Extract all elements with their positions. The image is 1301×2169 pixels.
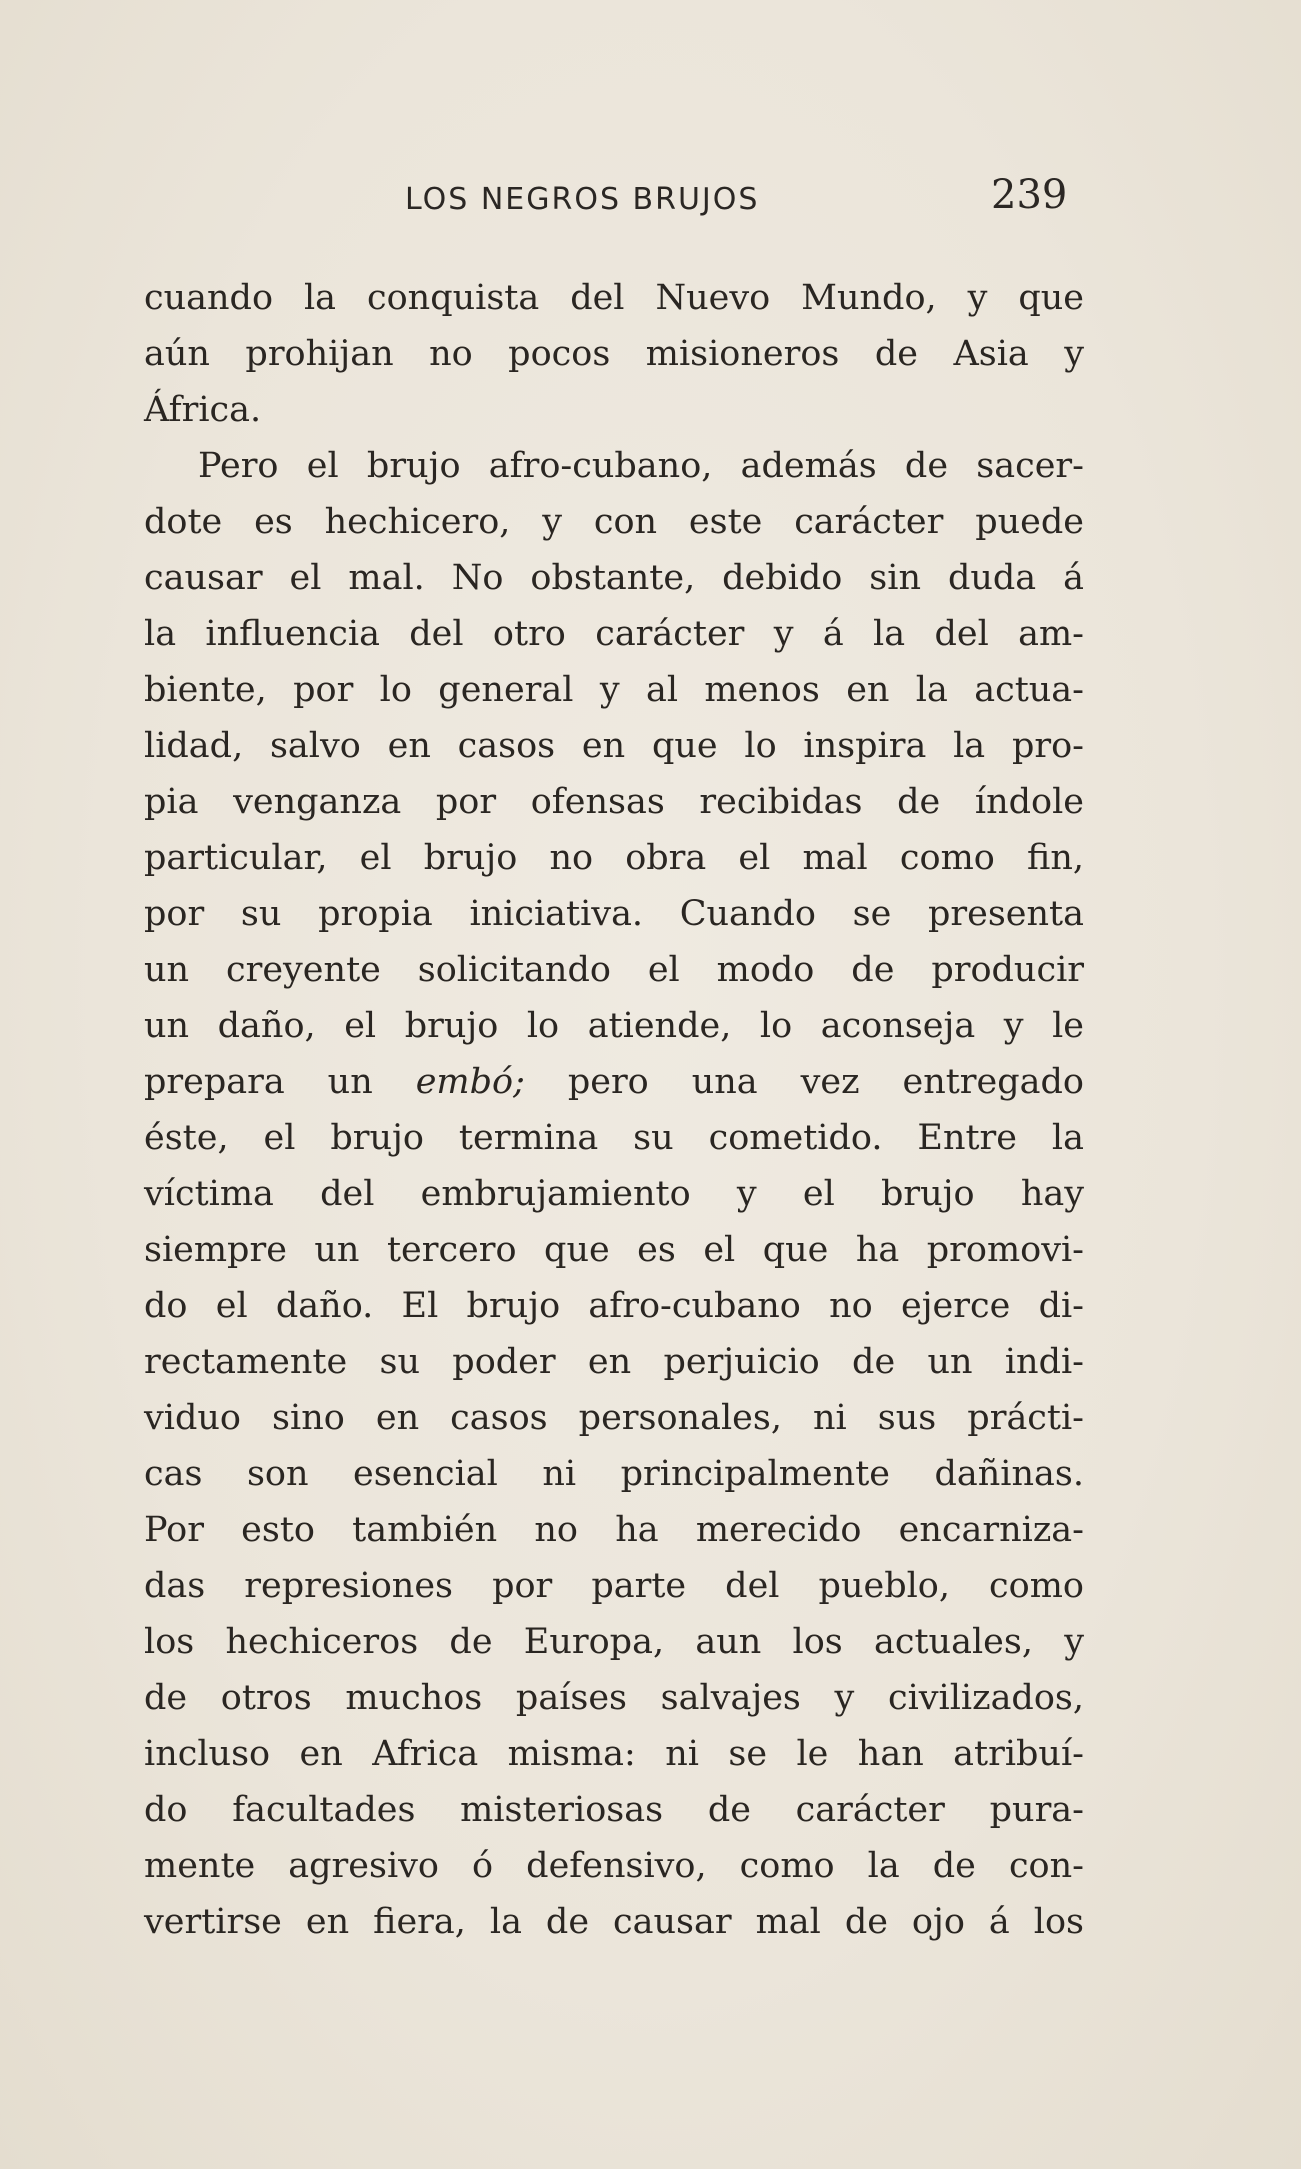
text-line: mente agresivo ó defensivo, como la de con-	[144, 1846, 1084, 1886]
text-line: incluso en Africa misma: ni se le han atribuí-	[144, 1734, 1084, 1774]
text-line: siempre un tercero que es el que ha promovi-	[144, 1230, 1084, 1270]
text-line: causar el mal. No obstante, debido sin duda á	[144, 558, 1084, 598]
text-line: los hechiceros de Europa, aun los actuales, y	[144, 1622, 1084, 1662]
text-line: dote es hechicero, y con este carácter puede	[144, 502, 1084, 542]
text-line: un daño, el brujo lo atiende, lo aconseja y le	[144, 1006, 1084, 1046]
page-number: 239	[991, 172, 1068, 218]
text-line: aún prohijan no pocos misioneros de Asia y	[144, 334, 1084, 374]
text-fragment: prepara un	[144, 1062, 416, 1102]
text-line: do facultades misteriosas de carácter pura-	[144, 1790, 1084, 1830]
italic-term: embó;	[415, 1062, 525, 1102]
text-line: por su propia iniciativa. Cuando se presenta	[144, 894, 1084, 934]
text-line: das represiones por parte del pueblo, como	[144, 1566, 1084, 1606]
text-line: víctima del embrujamiento y el brujo hay	[144, 1174, 1084, 1214]
text-fragment: pero una vez entregado	[524, 1062, 1084, 1102]
text-line: de otros muchos países salvajes y civilizados,	[144, 1678, 1084, 1718]
text-line: rectamente su poder en perjuicio de un indi-	[144, 1342, 1084, 1382]
text-line: vertirse en fiera, la de causar mal de ojo á los	[144, 1902, 1084, 1942]
text-line-with-italic	[144, 1054, 1084, 1110]
text-line: cas son esencial ni principalmente dañinas.	[144, 1454, 1084, 1494]
text-line: biente, por lo general y al menos en la actua-	[144, 670, 1084, 710]
running-title: LOS NEGROS BRUJOS	[405, 182, 760, 217]
text-line: particular, el brujo no obra el mal como fin,	[144, 838, 1084, 878]
text-line: do el daño. El brujo afro-cubano no ejerce di-	[144, 1286, 1084, 1326]
text-line: viduo sino en casos personales, ni sus prácti-	[144, 1398, 1084, 1438]
text-line: pia venganza por ofensas recibidas de índole	[144, 782, 1084, 822]
text-line: cuando la conquista del Nuevo Mundo, y que	[144, 278, 1084, 318]
text-line: la influencia del otro carácter y á la del am-	[144, 614, 1084, 654]
text-line: Por esto también no ha merecido encarniza-	[144, 1510, 1084, 1550]
text-line: un creyente solicitando el modo de producir	[144, 950, 1084, 990]
running-header	[140, 172, 1080, 224]
text-line: África.	[144, 390, 262, 430]
paragraph-first-line: Pero el brujo afro-cubano, además de sacer-	[198, 446, 1084, 486]
text-line: éste, el brujo termina su cometido. Entre la	[144, 1118, 1084, 1158]
text-line: lidad, salvo en casos en que lo inspira la pro-	[144, 726, 1084, 766]
